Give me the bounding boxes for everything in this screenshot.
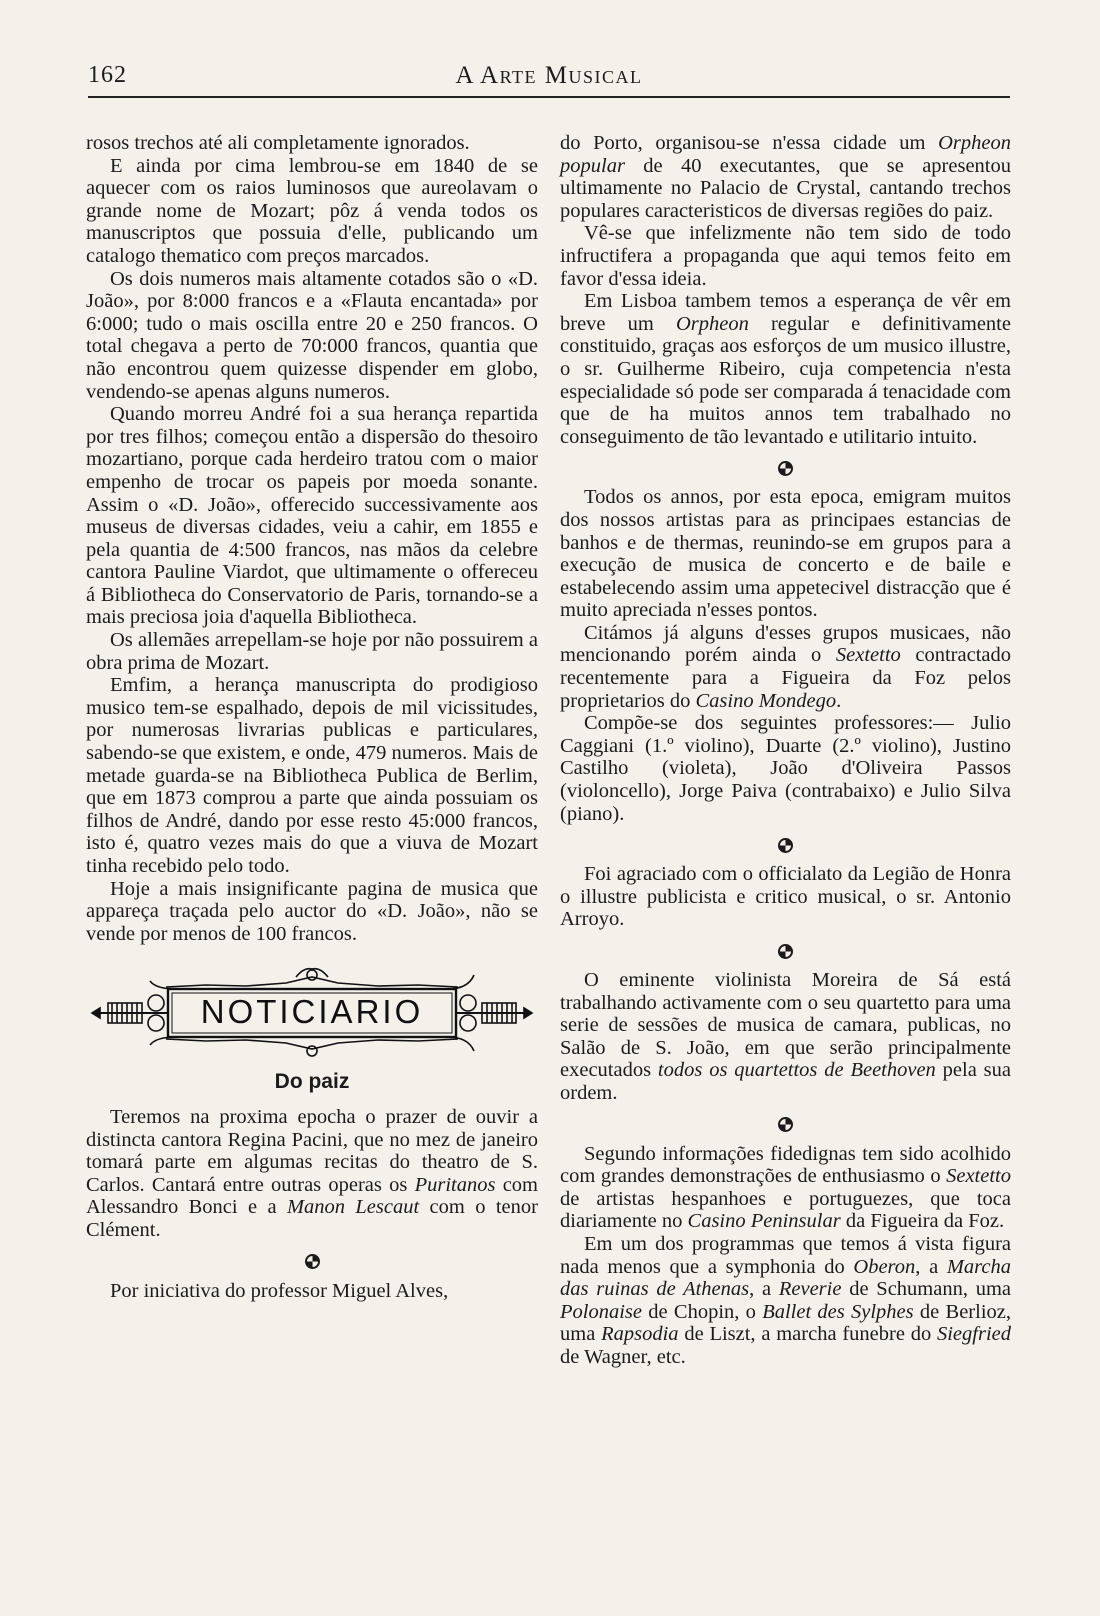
right-column bbox=[560, 132, 1011, 1369]
separator-icon bbox=[778, 461, 793, 476]
separator-icon bbox=[305, 1254, 320, 1269]
news-item: O eminente violinista Moreira de Sá está trabalhando activamente com o seu quartetto para uma serie de sessões de musica de camara, publicas, no Salão de S. João, em que serão principalmente executados todos os quartettos de Beethoven pela sua ordem. bbox=[560, 969, 1011, 1104]
paragraph: Compõe-se dos seguintes professores:— Julio Caggiani (1.º violino), Duarte (2.º violino), Justino Castilho (violeta), João d'Oliveira Passos (violoncello), Jorge Paiva (contrabaixo) e Julio Silva (piano). bbox=[560, 712, 1011, 825]
left-column bbox=[86, 132, 538, 1302]
running-title: A Arte Musical bbox=[455, 62, 643, 89]
section-title: NOTICIARIO bbox=[200, 993, 424, 1031]
section-separator bbox=[86, 1242, 538, 1280]
page-header bbox=[88, 62, 1010, 98]
paragraph: Os dois numeros mais altamente cotados são o «D. João», por 8:000 francos e a «Flauta encantada» por 6:000; tudo o mais oscilla entre 20 e 250 francos. O total chegava a perto de 70:000 francos, quantia que não encontrou quem quizesse dispender em globo, vendendo-se apenas alguns numeros. bbox=[86, 267, 538, 403]
separator-icon bbox=[778, 1117, 793, 1132]
news-item: Segundo informações fidedignas tem sido acolhido com grandes demonstrações de enthusiasmo o Sextetto de artistas hespanhoes e portuguezes, que toca diariamente no Casino Peninsular da Figueira da Foz. bbox=[560, 1142, 1011, 1233]
paragraph: Citámos já alguns d'esses grupos musicaes, não mencionando porém ainda o Sextetto contractado recentemente para a Figueira da Foz pelos proprietarios do Casino Mondego. bbox=[560, 621, 1012, 712]
section-banner bbox=[86, 959, 538, 1067]
paragraph: Quando morreu André foi a sua herança repartida por tres filhos; começou então a dispersão do thesoiro mozartiano, porque cada herdeiro tratou com o maior empenho de trocar os papeis por moeda sonante. Assim o «D. João», offerecido successivamente aos museus de diversas cidades, veiu a cahir, em 1855 e pela quantia de 4:500 francos, nas mãos da celebre cantora Pauline Viardot, que ultimamente o offereceu á Bibliotheca do Conservatorio de Paris, tornando-se a mais preciosa joia d'aquella Bibliotheca. bbox=[86, 403, 538, 629]
section-separator bbox=[560, 448, 1011, 486]
paragraph: Em Lisboa tambem temos a esperança de vêr em breve um Orpheon regular e definitivamente constituido, graças aos esforços de um musico illustre, o sr. Guilherme Ribeiro, cuja competencia n'esta especialidade só pode ser comparada á tenacidade com que de ha muitos annos tem trabalhado no conseguimento de tão levantado e utilitario intuito. bbox=[560, 290, 1011, 448]
page-number: 162 bbox=[88, 62, 127, 88]
paragraph: rosos trechos até ali completamente ignorados. bbox=[86, 132, 470, 154]
news-item: Foi agraciado com o officialato da Legião de Honra o illustre publicista e critico musical, o sr. Antonio Arroyo. bbox=[560, 863, 1011, 931]
paragraph: Hoje a mais insignificante pagina de musica que appareça traçada pelo auctor do «D. João», não se vende por menos de 100 francos. bbox=[86, 877, 538, 945]
news-item: do Porto, organisou-se n'essa cidade um Orpheon popular de 40 executantes, que se apresentou ultimamente no Palacio de Crystal, cantando trechos populares caracteristicos de diversas regiões do paiz. bbox=[560, 132, 1011, 222]
paragraph: Os allemães arrepellam-se hoje por não possuirem a obra prima de Mozart. bbox=[86, 629, 538, 674]
paragraph: Vê-se que infelizmente não tem sido de todo infructifera a propaganda que aqui temos feito em favor d'essa ideia. bbox=[560, 222, 1011, 290]
section-separator bbox=[560, 931, 1011, 969]
section-separator bbox=[560, 1105, 1011, 1143]
paragraph: Emfim, a herança manuscripta do prodigioso musico tem-se espalhado, depois de mil vicissitudes, por numerosas livrarias publicas e particulares, sabendo-se que existem, e onde, 479 numeros. Mais de metade guarda-se na Bibliotheca Publica de Berlim, que em 1873 comprou a parte que ainda possuiam os filhos de André, dando por esse resto 45:000 francos, isto é, quatro vezes mais do que a viuva de Mozart tinha recebido pelo todo. bbox=[86, 674, 538, 877]
paragraph: E ainda por cima lembrou-se em 1840 de se aquecer com os raios luminosos que aureolavam o grande nome de Mozart; pôz á venda todos os manuscriptos que possuia d'elle, publicando um catalogo thematico com preços marcados. bbox=[86, 154, 538, 267]
separator-icon bbox=[778, 838, 793, 853]
section-separator bbox=[560, 825, 1011, 863]
news-item: Por iniciativa do professor Miguel Alves, bbox=[110, 1279, 449, 1302]
subheading: Do paiz bbox=[274, 1070, 350, 1094]
separator-icon bbox=[778, 944, 793, 959]
news-item: Todos os annos, por esta epoca, emigram muitos dos nossos artistas para as principaes estancias de banhos e de thermas, reunindo-se em grupos para a execução de musica de concerto e de baile e estabelecendo assim uma appetecivel distracção que é muito apreciada n'esses pontos. bbox=[560, 486, 1011, 622]
news-item: Teremos na proxima epocha o prazer de ouvir a distincta cantora Regina Pacini, que no mez de janeiro tomará parte em algumas recitas do theatro de S. Carlos. Cantará entre outras operas os Puritanos com Alessandro Bonci e a Manon Lescaut com o tenor Clément. bbox=[86, 1105, 538, 1241]
paragraph: Em um dos programmas que temos á vista figura nada menos que a symphonia do Oberon, a Marcha das ruinas de Athenas, a Reverie de Schumann, uma Polonaise de Chopin, o Ballet des Sylphes de Berlioz, uma Rapsodia de Liszt, a marcha funebre do Siegfried de Wagner, etc. bbox=[560, 1232, 1011, 1368]
